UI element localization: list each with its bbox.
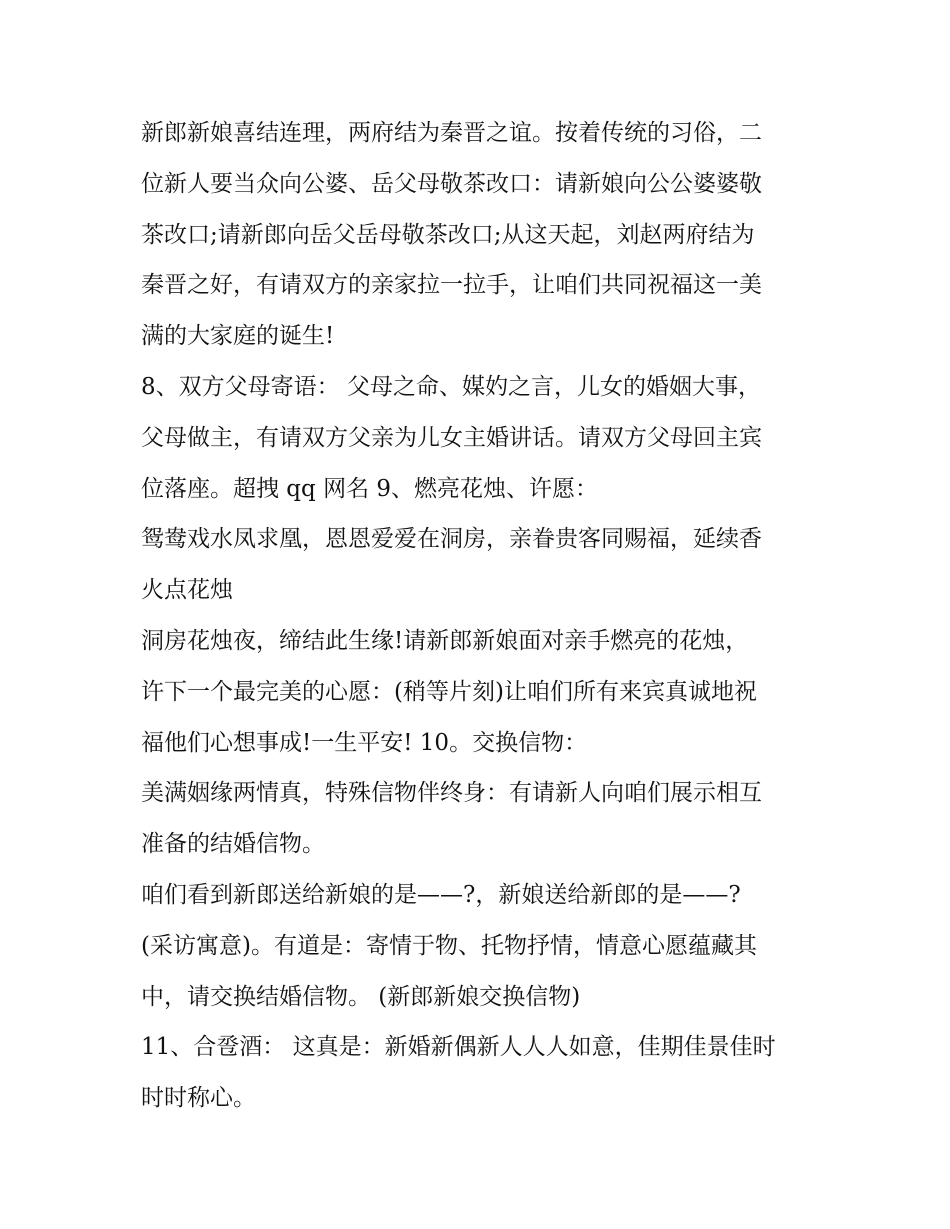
text-line: 父母做主，有请双方父亲为儿女主婚讲话。请双方父母回主宾 <box>141 424 762 451</box>
text-line: (采访寓意)。有道是：寄情于物、托物抒情，情意心愿蕴藏其 <box>141 932 757 959</box>
paragraph-wedding-wine <box>141 1022 816 1124</box>
text-line: 许下一个最完美的心愿：(稍等片刻)让咱们所有来宾真诚地祝 <box>141 678 757 705</box>
document-body <box>141 108 816 1124</box>
paragraph-token-verse <box>141 768 816 870</box>
text-line: 洞房花烛夜，缔结此生缘!请新郎新娘面对亲手燃亮的花烛， <box>141 627 749 654</box>
text-line: 11、合卺酒： 这真是：新婚新偶新人人人如意，佳期佳景佳时 <box>141 1034 776 1061</box>
text-line: 鸳鸯戏水凤求凰，恩恩爱爱在洞房，亲眷贵客同赐福，延续香 <box>141 526 762 553</box>
paragraph-tea-ceremony <box>141 108 816 362</box>
paragraph-parents-speech <box>141 362 816 514</box>
paragraph-candle-verse <box>141 514 816 616</box>
text-line: 时时称心。 <box>141 1085 256 1112</box>
text-line: 满的大家庭的诞生! <box>141 323 335 350</box>
text-line: 秦晋之好，有请双方的亲家拉一拉手，让咱们共同祝福这一美 <box>141 272 762 299</box>
text-line: 咱们看到新郎送给新娘的是——?，新娘送给新郎的是——? <box>141 881 741 908</box>
text-line: 美满姻缘两情真，特殊信物伴终身：有请新人向咱们展示相互 <box>141 780 762 807</box>
paragraph-candle-wish <box>141 616 816 768</box>
text-line: 福他们心想事成!一生平安! 10。交换信物： <box>141 729 588 756</box>
text-line: 准备的结婚信物。 <box>141 831 325 858</box>
text-line: 8、双方父母寄语： 父母之命、媒妁之言，儿女的婚姻大事， <box>141 373 761 400</box>
text-line: 新郎新娘喜结连理，两府结为秦晋之谊。按着传统的习俗，二 <box>141 120 762 146</box>
text-line: 火点花烛 <box>141 577 233 604</box>
text-line: 茶改口;请新郎向岳父岳母敬茶改口;从这天起，刘赵两府结为 <box>141 221 755 248</box>
text-line: 中，请交换结婚信物。 (新郎新娘交换信物) <box>141 983 581 1010</box>
text-line: 位落座。超拽 qq 网名 9、燃亮花烛、许愿： <box>141 475 599 502</box>
paragraph-token-exchange <box>141 870 816 1022</box>
text-line: 位新人要当众向公婆、岳父母敬茶改口：请新娘向公公婆婆敬 <box>141 170 762 197</box>
